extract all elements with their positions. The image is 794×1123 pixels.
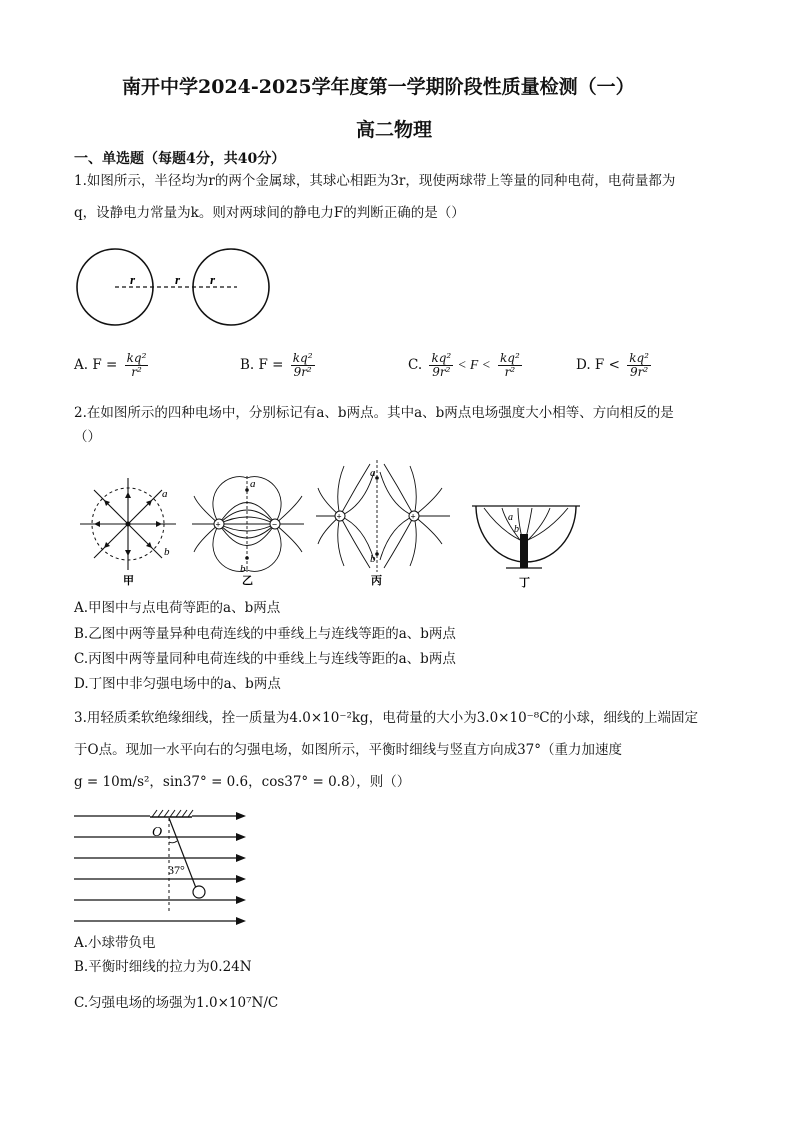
frac-denominator: r² — [504, 365, 516, 379]
q1-option-d[interactable] — [576, 352, 651, 379]
svg-text:b: b — [240, 563, 246, 575]
frac-numerator: kq² — [292, 351, 313, 365]
frac-denominator: r² — [131, 365, 142, 379]
fraction — [429, 352, 453, 379]
svg-text:+: + — [410, 511, 416, 522]
page-title: 南开中学2024-2025学年度第一学期阶段性质量检测（一） — [122, 76, 635, 98]
field-figure-bing — [314, 460, 452, 588]
figure-label-jia: 甲 — [123, 575, 134, 587]
option-b-prefix: B. F = — [240, 357, 284, 373]
svg-text:b: b — [164, 546, 170, 558]
figure-label-yi: 乙 — [242, 575, 253, 587]
angle-label: 37° — [168, 863, 185, 877]
svg-text:+: + — [336, 511, 342, 522]
q2-option-d[interactable]: D.丁图中非匀强电场中的a、b两点 — [74, 676, 281, 692]
fraction — [627, 352, 651, 379]
svg-text:b: b — [370, 553, 376, 565]
q2-option-c[interactable]: C.丙图中两等量同种电荷连线的中垂线上与连线等距的a、b两点 — [74, 651, 456, 667]
option-d-prefix: D. F < — [576, 357, 620, 373]
two-spheres-figure — [74, 244, 274, 330]
svg-text:a: a — [370, 467, 376, 479]
question-3-line-2: 于O点。现加一水平向右的匀强电场，如图所示，平衡时细线与竖直方向成37°（重力加速度 — [74, 742, 622, 758]
field-figure-yi — [190, 476, 308, 588]
q2-option-b[interactable]: B.乙图中两等量异种电荷连线的中垂线上与连线等距的a、b两点 — [74, 626, 456, 642]
frac-denominator: 9r² — [629, 365, 649, 379]
section-heading: 一、单选题（每题4分，共40分） — [74, 151, 286, 167]
figure-label-ding: 丁 — [519, 577, 530, 589]
pendulum-figure — [74, 806, 250, 928]
frac-numerator: kq² — [629, 351, 649, 365]
figure-label-bing: 丙 — [371, 575, 382, 587]
q3-option-b[interactable]: B.平衡时细线的拉力为0.24N — [74, 959, 252, 975]
svg-text:a: a — [250, 478, 256, 490]
question-3-line-3: g = 10m/s²，sin37° = 0.6，cos37° = 0.8），则（） — [74, 774, 411, 790]
option-c-prefix: C. — [408, 357, 423, 373]
svg-text:−: − — [272, 519, 278, 530]
frac-denominator: 9r² — [293, 365, 312, 379]
q2-option-a[interactable]: A.甲图中与点电荷等距的a、b两点 — [74, 600, 281, 616]
field-figure-jia — [76, 476, 182, 588]
radius-label: r — [175, 272, 181, 287]
radius-label: r — [130, 272, 136, 287]
fraction — [125, 352, 149, 379]
frac-numerator: kq² — [500, 351, 520, 365]
field-figure-ding — [470, 500, 582, 590]
question-1-line-1: 1.如图所示，半径均为r的两个金属球，其球心相距为3r，现使两球带上等量的同种电荷，电荷量都为 — [74, 173, 676, 189]
question-2-line-1: 2.在如图所示的四种电场中，分别标记有a、b两点。其中a、b两点电场强度大小相等、方向相反的是 — [74, 405, 674, 421]
question-2-line-2: （） — [74, 429, 101, 445]
question-3-line-1: 3.用轻质柔软绝缘细线，拴一质量为4.0×10⁻²kg，电荷量的大小为3.0×10⁻⁸C的小球，细线的上端固定 — [74, 710, 699, 726]
svg-text:+: + — [215, 519, 221, 530]
radius-label: r — [210, 272, 216, 287]
svg-text:a: a — [508, 512, 513, 523]
frac-denominator: 9r² — [432, 365, 451, 379]
question-1-line-2: q，设静电力常量为k。则对两球间的静电力F的判断正确的是（） — [74, 205, 465, 221]
q3-option-c[interactable]: C.匀强电场的场强为1.0×10⁷N/C — [74, 995, 279, 1011]
q1-option-a[interactable] — [74, 352, 148, 379]
q1-option-b[interactable] — [240, 352, 315, 379]
frac-numerator: kq² — [431, 351, 452, 365]
inequality: < F < — [457, 357, 491, 372]
q3-option-a[interactable]: A.小球带负电 — [74, 935, 156, 951]
fraction — [291, 352, 315, 379]
page-subtitle: 高二物理 — [356, 119, 433, 141]
option-a-prefix: A. F = — [74, 357, 118, 373]
fraction — [498, 352, 522, 379]
svg-text:b: b — [514, 524, 519, 535]
q1-option-c[interactable] — [408, 352, 522, 379]
pivot-label: O — [152, 825, 163, 840]
svg-text:a: a — [162, 488, 168, 500]
frac-numerator: kq² — [126, 351, 147, 365]
